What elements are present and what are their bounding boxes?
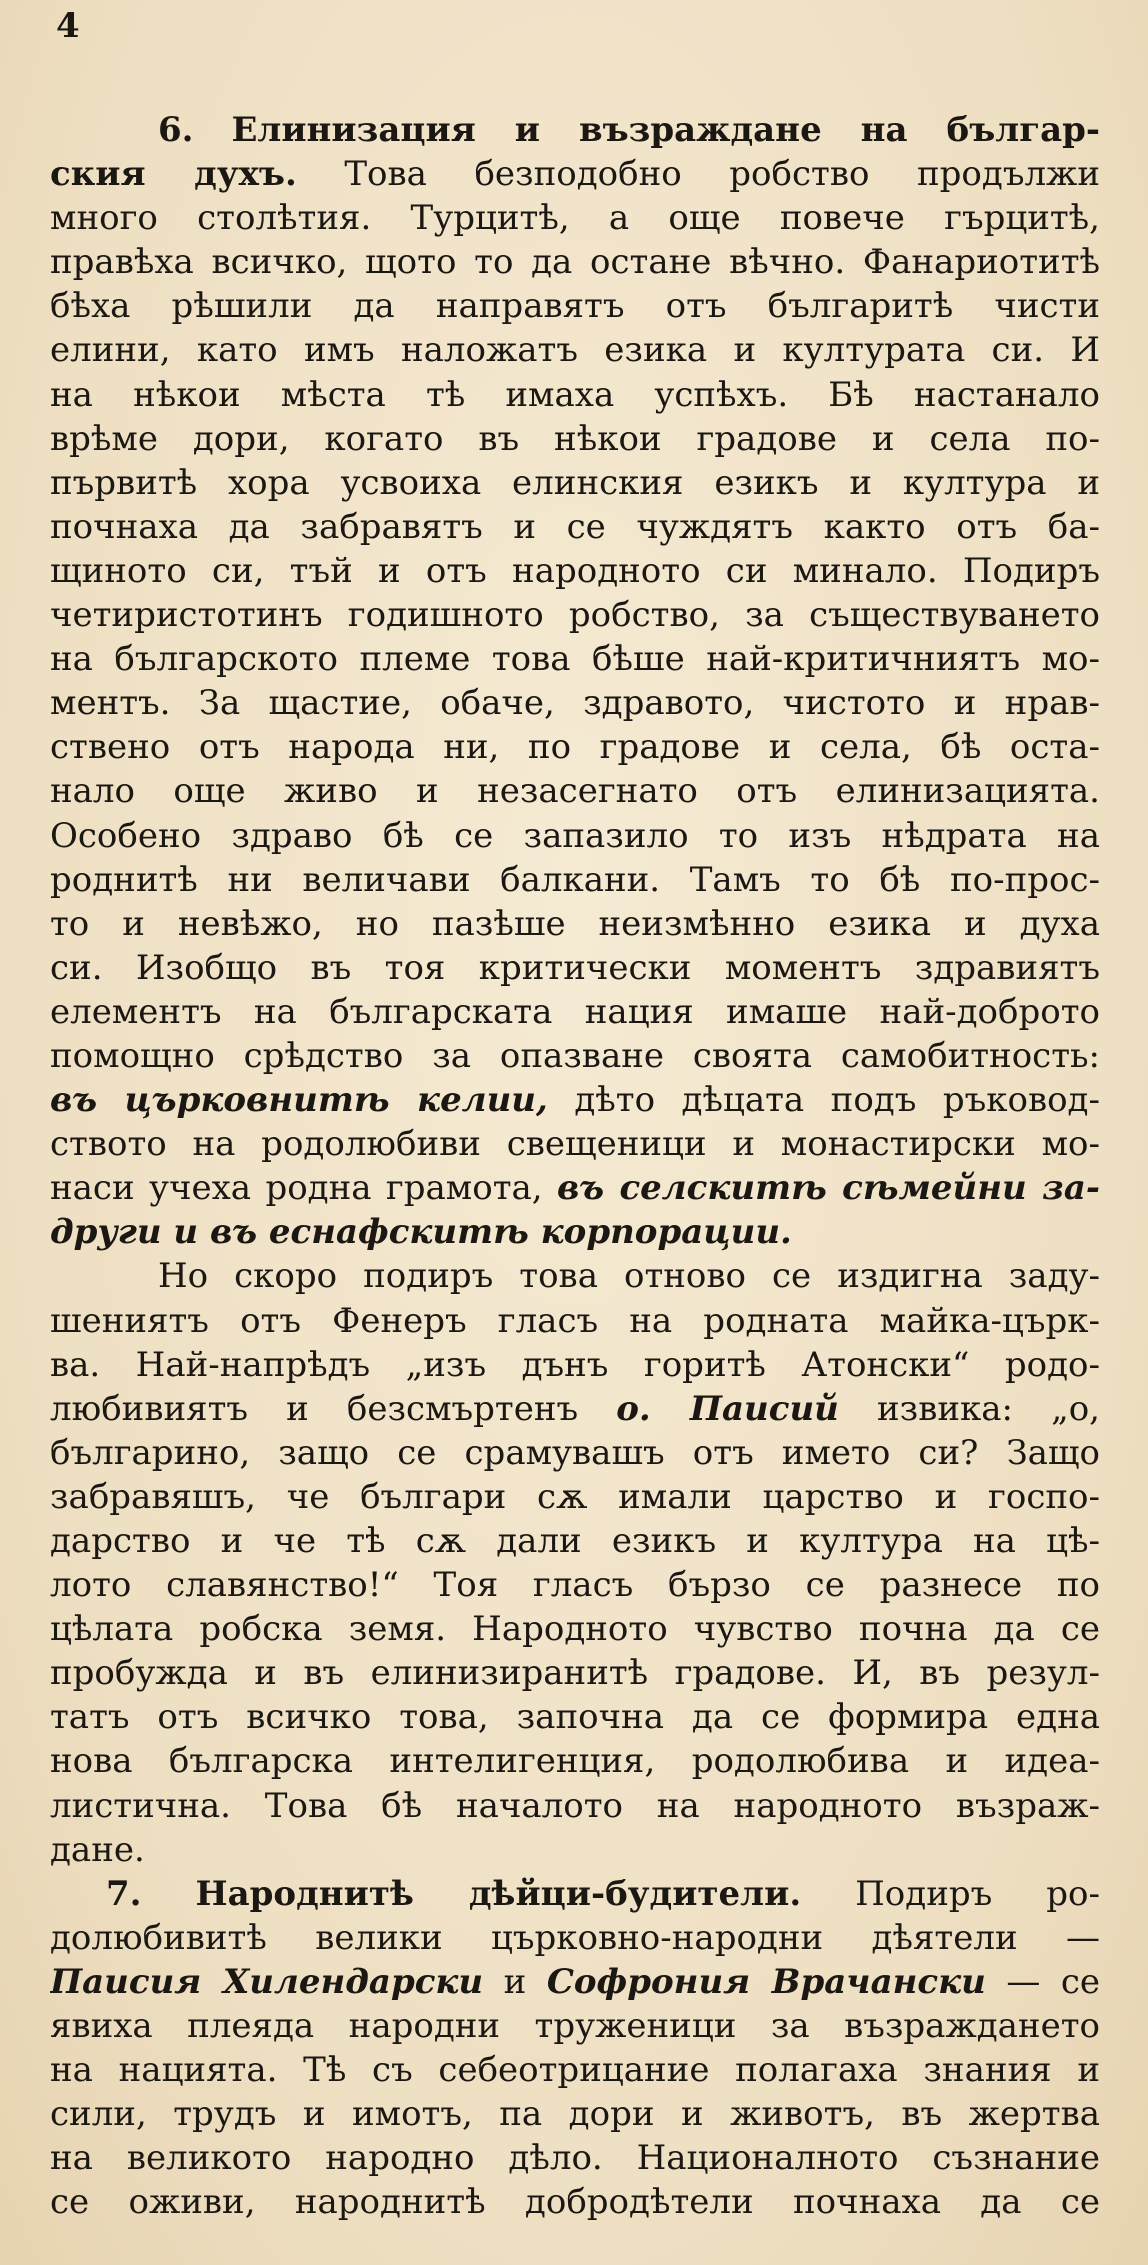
- section-title: Народнитѣ дѣйци-будители.: [195, 1873, 802, 1914]
- section-number: 6.: [158, 110, 194, 150]
- text-line: помощно срѣдство за опазване своята самобитность:: [50, 1035, 1100, 1076]
- text-line: цѣлата робска земя. Народното чувство почна да се: [50, 1609, 1100, 1650]
- text-line: ментъ. За щастие, обаче, здравото, чистото и нрав-: [50, 683, 1100, 724]
- page-text: [50, 108, 1100, 2225]
- section-7-heading: [50, 1872, 1100, 1916]
- text-line: пробужда и въ елинизиранитѣ градове. И, въ резул-: [50, 1653, 1100, 1694]
- text-line: елини, като имъ наложатъ езика и културата си. И: [50, 330, 1100, 371]
- section-title: Елинизация и възраждане на българ-: [231, 110, 1100, 150]
- text-line: листична. Това бѣ началото на народното възраж-: [50, 1785, 1100, 1826]
- text-line: елементъ на българската нация имаше най-доброто: [50, 991, 1100, 1032]
- text-span: — се: [985, 1961, 1100, 2002]
- text-line: на нацията. Тѣ съ себеотрицание полагаха знания и: [50, 2050, 1100, 2091]
- text-line: явиха плеяда народни труженици за възраждането: [50, 2006, 1100, 2047]
- text-line: правѣха всичко, щото то да остане вѣчно. Фанариотитѣ: [50, 242, 1100, 283]
- text-line: [50, 152, 1100, 196]
- text-line: забравяшъ, че българи сѫ имали царство и госпо-: [50, 1476, 1100, 1517]
- section-title-end: ския духъ.: [50, 154, 297, 195]
- text-line: първитѣ хора усвоиха елинския езикъ и култура и: [50, 462, 1100, 503]
- text-line: щиното си, тъй и отъ народното си минало. Подиръ: [50, 550, 1100, 591]
- emphasis: въ църковнитѣ келии,: [50, 1080, 548, 1121]
- text-line: си. Изобщо въ тоя критически моментъ здравиятъ: [50, 947, 1100, 988]
- text-line: нова българска интелигенция, родолюбива и идеа-: [50, 1741, 1100, 1782]
- text-span: любивиятъ и безсмъртенъ: [50, 1388, 617, 1429]
- text-line: [50, 1166, 1100, 1210]
- text-line: [50, 1210, 1100, 1254]
- text-span: извика: „о,: [838, 1388, 1100, 1429]
- text-line: почнаха да забравятъ и се чуждятъ както отъ ба-: [50, 506, 1100, 547]
- text-line: ва. Най-напрѣдъ „изъ дънъ горитѣ Атонски“ родо-: [50, 1344, 1100, 1385]
- text-line: долюбивитѣ велики църковно-народни дѣятели —: [50, 1917, 1100, 1958]
- text-line: [50, 1078, 1100, 1122]
- text-line: Особено здраво бѣ се запазило то изъ нѣдрата на: [50, 815, 1100, 856]
- text-line: бѣха рѣшили да направятъ отъ българитѣ чисти: [50, 286, 1100, 327]
- text-line: [50, 1387, 1100, 1431]
- text-line: Но скоро подиръ това отново се издигна заду-: [158, 1256, 1100, 1297]
- text-span: Подиръ ро-: [801, 1873, 1100, 1914]
- text-span: и: [483, 1961, 547, 2002]
- text-line: шениятъ отъ Фенеръ гласъ на родната майка-църк-: [50, 1300, 1100, 1341]
- text-line: дарство и че тѣ сѫ дали езикъ и култура на цѣ-: [50, 1521, 1100, 1561]
- text-line: се оживи, народнитѣ добродѣтели почнаха да се: [50, 2182, 1100, 2223]
- emphasis: о. Паисий: [616, 1388, 839, 1429]
- text-line: на българското племе това бѣше най-критичниятъ мо-: [50, 639, 1100, 680]
- emphasis: Паисия Хилендарски: [50, 1961, 484, 2002]
- text-line: на великото народно дѣло. Националното съзнание: [50, 2138, 1100, 2179]
- text-line: лото славянство!“ Тоя гласъ бързо се разнесе по: [50, 1565, 1100, 1606]
- text-line: четиристотинъ годишното робство, за съществуването: [50, 595, 1100, 636]
- text-line: ството на родолюбиви свещеници и монастирски мо-: [50, 1124, 1100, 1165]
- text-line: врѣме дори, когато въ нѣкои градове и села по-: [50, 418, 1100, 459]
- page-number: 4: [56, 6, 80, 46]
- text-line: на нѣкои мѣста тѣ имаха успѣхъ. Бѣ настанало: [50, 374, 1100, 415]
- text-line: татъ отъ всичко това, започна да се формира една: [50, 1697, 1100, 1738]
- text-line: нало още живо и незасегнато отъ елинизацията.: [50, 771, 1100, 812]
- section-number: 7.: [106, 1873, 142, 1914]
- text-line: роднитѣ ни величави балкани. Тамъ то бѣ по-прос-: [50, 859, 1100, 900]
- text-line: дане.: [50, 1829, 145, 1870]
- emphasis: въ селскитѣ сѣмейни за-: [556, 1168, 1100, 1209]
- text-span: наси учеха родна грамота,: [50, 1168, 557, 1209]
- text-line: много столѣтия. Турцитѣ, а още повече гърцитѣ,: [50, 198, 1100, 239]
- text-line: [50, 1960, 1100, 2004]
- section-6-heading: [50, 108, 1100, 152]
- text-line: то и невѣжо, но пазѣше неизмѣнно езика и духа: [50, 903, 1100, 944]
- text-line: българино, защо се срамувашъ отъ името си? Защо: [50, 1432, 1100, 1473]
- text-line: ствено отъ народа ни, по градове и села, бѣ оста-: [50, 727, 1100, 768]
- text-span: Това безподобно робство продължи: [296, 154, 1100, 195]
- text-line: сили, трудъ и имотъ, па дори и животъ, въ жертва: [50, 2094, 1100, 2135]
- emphasis: Софрония Врачански: [546, 1961, 986, 2002]
- emphasis: други и въ еснафскитѣ корпорации.: [50, 1212, 792, 1253]
- text-span: дѣто дѣцата подъ ръковод-: [547, 1080, 1100, 1121]
